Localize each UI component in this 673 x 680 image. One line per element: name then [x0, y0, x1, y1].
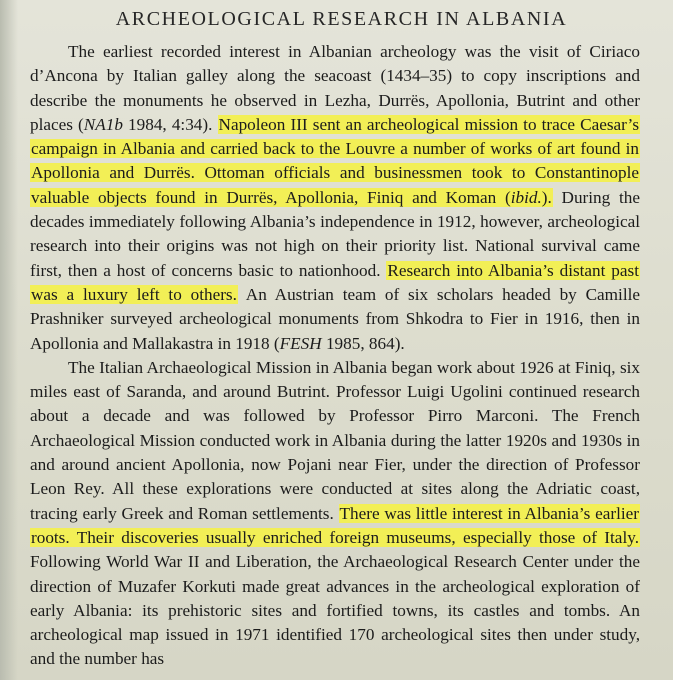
sentence-italian-mission: The Italian Archaeological Mission in Albania began work about 1926 at Finiq, six miles east of Saranda, and around Butrint. Professor Luigi Ugolini continued research about a decade and was followed by Professor Pirro Marconi. The French Archaeological Mission conducted work in Albania during the latter 1920s and 1930s in and around ancient Apollonia, now Pojani near Fier, under the direction of Professor Leon Rey. All these explorations were conducted at sites along the Adriatic coast, tracing early Greek and Roman settlements. [30, 357, 640, 523]
citation-fesh: FESH [279, 333, 322, 353]
highlight-napoleon-text: Napoleon III sent an archeological mission to trace Caesar’s campaign in Albania and carried back to the Louvre a number of works of art found in Apollonia and Durrës. Ottoman officials and businessmen took to Constantinople valuable objects found in Durrës, Apollonia, Finiq and Koman ( [31, 114, 640, 207]
highlight-luxury: Research into Albania’s distant past was a luxury left to others. [31, 260, 639, 304]
paragraph-1 [30, 40, 640, 356]
page-gutter-shadow [0, 0, 18, 680]
sentence-ciriaco: The earliest recorded interest in Albanian archeology was the visit of Ciriaco d’Ancona by Italian galley along the seacoast (1434–35) to copy inscriptions and describe the monuments he observed in Lezha, Durrës, Apollonia, Butrint and other places ( [30, 42, 640, 134]
sentence-independence: During the decades immediately following Albania’s independence in 1912, however, archeological research into their origins was not high on their priority list. National survival came first, then a host of concerns basic to nationhood. [30, 187, 640, 280]
sentence-korkuti: Following World War II and Liberation, the Archaeological Research Center under the direction of Muzafer Korkuti made great advances in the archeological exploration of early Albania: its prehistoric sites and fortified towns, its castles and tombs. An archeological map issued in 1971 identified 170 archeological sites then under study, and the number has [30, 552, 640, 669]
highlight-napoleon-end: ). [541, 187, 552, 207]
citation-fesh-detail: 1985, 864). [321, 333, 405, 353]
sentence-austrian-team: An Austrian team of six scholars headed by Camille Prashniker surveyed archeological monuments from Shkodra to Fier in 1916, then in Apollonia and Mallakastra in 1918 ( [30, 284, 640, 353]
citation-na1b: NA1b [83, 114, 123, 134]
body-text [30, 40, 640, 672]
paragraph-2 [30, 356, 640, 672]
page-title: ARCHEOLOGICAL RESEARCH IN ALBANIA [115, 8, 568, 30]
highlight-roots: There was little interest in Albania’s earlier roots. Their discoveries usually enriched foreign museums, especially those of Italy. [31, 503, 639, 547]
citation-ibid: ibid. [510, 187, 542, 207]
citation-na1b-detail: 1984, 4:34). [122, 114, 213, 134]
